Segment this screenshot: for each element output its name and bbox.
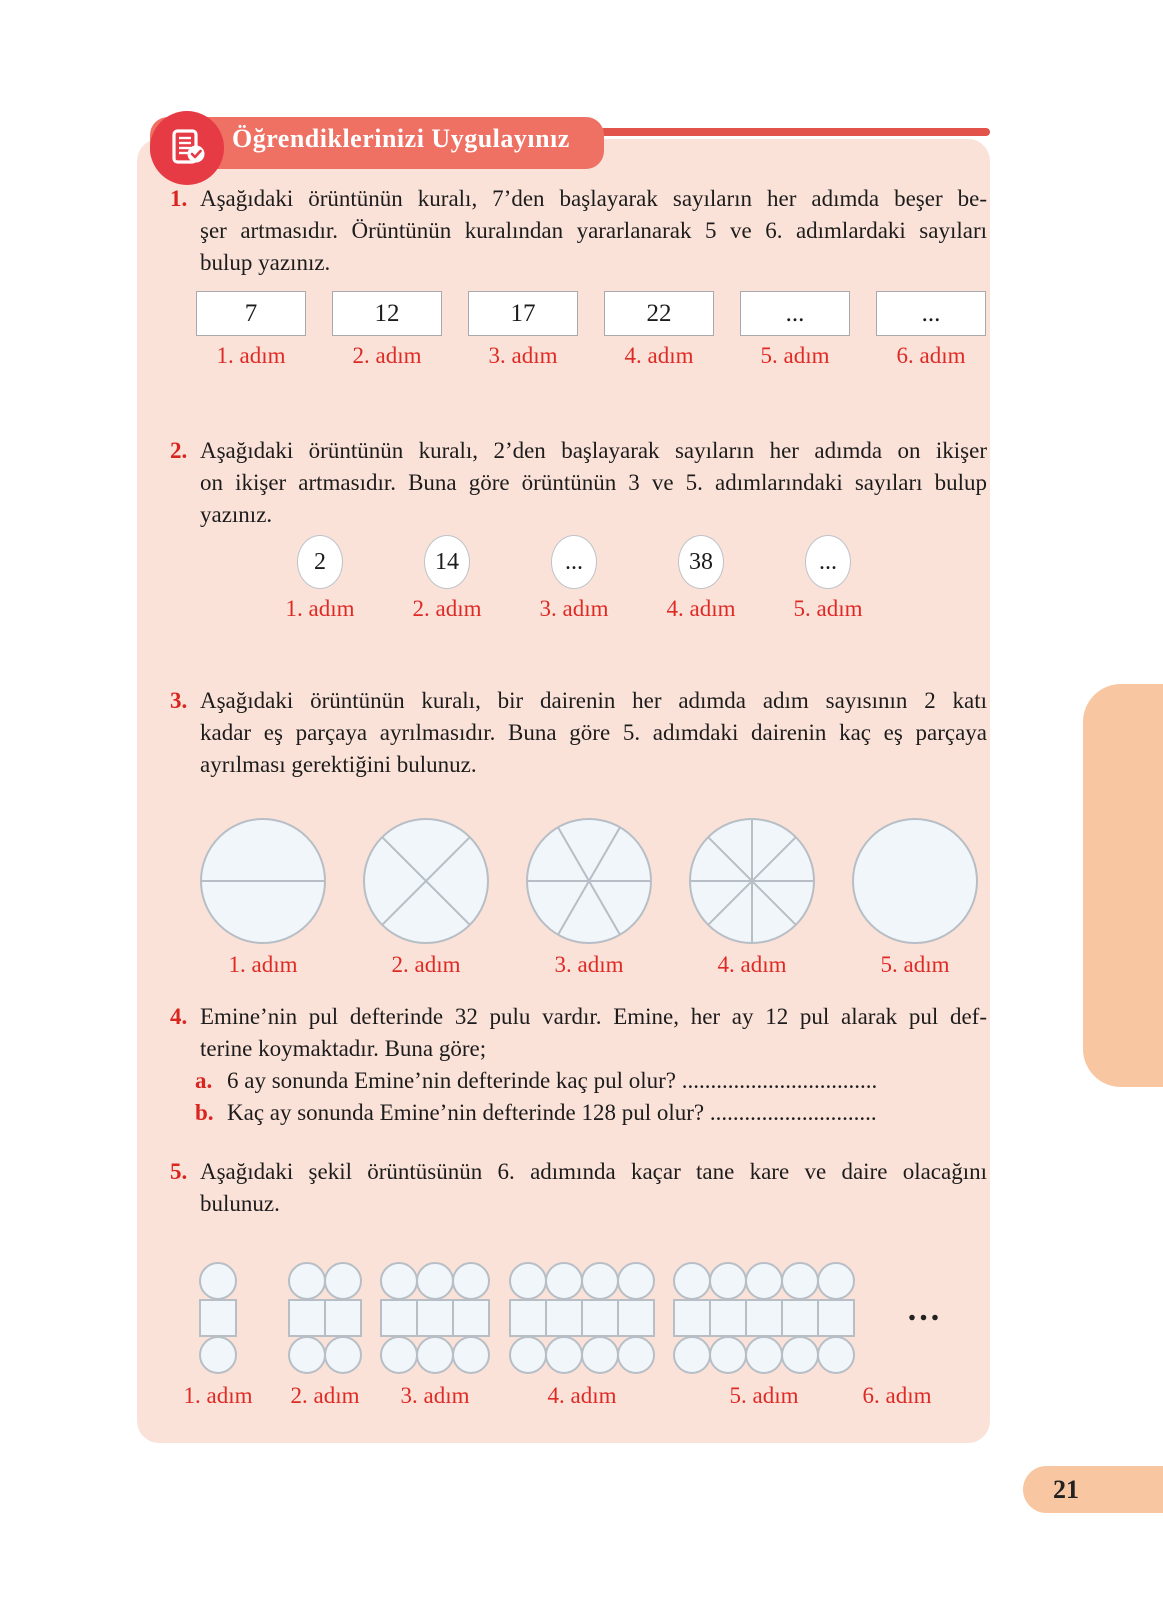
q3-step-1 [199, 817, 327, 978]
item-a-text: 6 ay sonunda Emine’nin defterinde kaç pul olur? .................................. [227, 1068, 878, 1093]
number-oval: 14 [424, 535, 470, 589]
circle-shape [545, 1262, 583, 1300]
step-label: 3. adım [539, 596, 609, 621]
step-label: 5. adım [729, 1383, 799, 1408]
step-label: 5. adım [760, 343, 830, 368]
question-2-number: 2. [170, 438, 188, 463]
question-4-number: 4. [170, 1004, 188, 1029]
square-shape [745, 1299, 783, 1337]
square-shape [545, 1299, 583, 1337]
circle-shape [673, 1336, 711, 1374]
q5-pattern-step-4 [509, 1262, 655, 1374]
question-1-line-2: şer artmasıdır. Örüntünün kuralından yararlanarak 5 ve 6. adımlardaki sayıları [200, 218, 987, 243]
circle-shape [288, 1262, 326, 1300]
q5-pattern-step-2 [288, 1262, 362, 1374]
circle-shape [509, 1336, 547, 1374]
step-label: 5. adım [793, 596, 863, 621]
square-shape [581, 1299, 619, 1337]
step-label: 3. adım [488, 343, 558, 368]
number-oval-blank: ... [551, 535, 597, 589]
question-3 [170, 685, 987, 781]
q1-step-6 [876, 291, 986, 369]
question-2 [170, 435, 987, 531]
square-shape [416, 1299, 454, 1337]
square-shape [199, 1299, 237, 1337]
circle-shape [324, 1262, 362, 1300]
q1-step-2 [332, 291, 442, 369]
circle-shape [709, 1336, 747, 1374]
circle-shape [416, 1262, 454, 1300]
q2-step-5 [783, 535, 873, 622]
circle-shape [581, 1262, 619, 1300]
number-oval: 38 [678, 535, 724, 589]
item-b-text: Kaç ay sonunda Emine’nin defterinde 128 pul olur? ............................. [227, 1100, 877, 1125]
square-shape [673, 1299, 711, 1337]
step-label: 5. adım [880, 952, 950, 977]
question-5-line-2: bulunuz. [200, 1191, 280, 1216]
q1-steps-row [196, 291, 986, 369]
q2-steps-row [275, 535, 873, 622]
circle-shape [781, 1336, 819, 1374]
square-shape [509, 1299, 547, 1337]
circle-shape [617, 1262, 655, 1300]
item-a-letter: a. [195, 1068, 213, 1093]
question-4 [170, 1001, 987, 1129]
step-label: 1. adım [228, 952, 298, 977]
q2-step-2 [402, 535, 492, 622]
square-shape [452, 1299, 490, 1337]
q2-step-4 [656, 535, 746, 622]
step-label: 4. adım [666, 596, 736, 621]
worksheet-panel [137, 139, 990, 1443]
q1-step-5 [740, 291, 850, 369]
question-5-number: 5. [170, 1159, 188, 1184]
circle-blank-icon [851, 817, 979, 945]
square-shape [617, 1299, 655, 1337]
step-label: 6. adım [896, 343, 966, 368]
circle-shape [817, 1262, 855, 1300]
number-oval: 2 [297, 535, 343, 589]
q1-step-4 [604, 291, 714, 369]
circle-shape [416, 1336, 454, 1374]
section-title: Öğrendiklerinizi Uygulayınız [232, 124, 570, 153]
circle-shape [199, 1336, 237, 1374]
step-label: 1. adım [183, 1383, 253, 1408]
step-label: 1. adım [285, 596, 355, 621]
checklist-icon [150, 111, 224, 185]
circle-shape [380, 1262, 418, 1300]
step-label: 2. adım [412, 596, 482, 621]
circle-shape [745, 1336, 783, 1374]
circle-shape [545, 1336, 583, 1374]
circle-shape [817, 1336, 855, 1374]
question-4-line-2: terine koymaktadır. Buna göre; [200, 1036, 487, 1061]
square-shape [709, 1299, 747, 1337]
number-box: 17 [468, 291, 578, 336]
step-label: 2. adım [391, 952, 461, 977]
q3-step-4 [688, 817, 816, 978]
number-oval-blank: ... [805, 535, 851, 589]
question-5 [170, 1156, 987, 1220]
question-1-line-1: Aşağıdaki örüntünün kuralı, 7’den başlayarak sayıların her adımda beşer be- [200, 186, 987, 211]
circle-shape [673, 1262, 711, 1300]
step-label: 6. adım [862, 1383, 932, 1408]
number-box-blank: ... [740, 291, 850, 336]
circle-shape [509, 1262, 547, 1300]
circle-6-parts-icon [525, 817, 653, 945]
question-4-line-1: Emine’nin pul defterinde 32 pulu vardır. Emine, her ay 12 pul alarak pul def- [200, 1004, 987, 1029]
q2-step-1 [275, 535, 365, 622]
square-shape [380, 1299, 418, 1337]
circle-2-parts-icon [199, 817, 327, 945]
circle-shape [288, 1336, 326, 1374]
circle-shape [324, 1336, 362, 1374]
circle-shape [709, 1262, 747, 1300]
q5-pattern-step-5 [673, 1262, 855, 1374]
circle-shape [781, 1262, 819, 1300]
question-2-line-1: Aşağıdaki örüntünün kuralı, 2’den başlayarak sayıların her adımda on ikişer [200, 438, 987, 463]
circle-shape [380, 1336, 418, 1374]
page-number-badge [1023, 1466, 1163, 1513]
step-label: 2. adım [290, 1383, 360, 1408]
number-box: 7 [196, 291, 306, 336]
step-label: 2. adım [352, 343, 422, 368]
q3-step-3 [525, 817, 653, 978]
q5-pattern-step-3 [380, 1262, 490, 1374]
circle-shape [452, 1262, 490, 1300]
step-label: 3. adım [554, 952, 624, 977]
pattern-continues-ellipsis: ... [907, 1291, 943, 1328]
question-1 [170, 183, 987, 279]
question-2-line-2: on ikişer artmasıdır. Buna göre örüntünün 3 ve 5. adımlarındaki sayıları bulup [200, 470, 987, 495]
header-rule [600, 128, 990, 136]
question-1-number: 1. [170, 186, 188, 211]
circle-shape [452, 1336, 490, 1374]
question-3-line-3: ayrılması gerektiğini bulunuz. [200, 752, 477, 777]
item-b-letter: b. [195, 1100, 214, 1125]
q5-pattern-step-1 [199, 1262, 237, 1374]
number-box: 22 [604, 291, 714, 336]
step-label: 4. adım [624, 343, 694, 368]
q1-step-3 [468, 291, 578, 369]
circle-shape [745, 1262, 783, 1300]
q2-step-3 [529, 535, 619, 622]
number-box: 12 [332, 291, 442, 336]
circle-shape [199, 1262, 237, 1300]
q3-step-2 [362, 817, 490, 978]
circle-4-parts-icon [362, 817, 490, 945]
circle-shape [617, 1336, 655, 1374]
question-1-line-3: bulup yazınız. [200, 250, 331, 275]
number-box-blank: ... [876, 291, 986, 336]
square-shape [324, 1299, 362, 1337]
step-label: 1. adım [216, 343, 286, 368]
square-shape [288, 1299, 326, 1337]
q3-step-5 [851, 817, 979, 978]
q1-step-1 [196, 291, 306, 369]
question-2-line-3: yazınız. [200, 502, 273, 527]
question-3-line-1: Aşağıdaki örüntünün kuralı, bir dairenin her adımda adım sayısının 2 katı [200, 688, 987, 713]
square-shape [817, 1299, 855, 1337]
question-3-line-2: kadar eş parçaya ayrılmasıdır. Buna göre 5. adımdaki dairenin kaç eş parçaya [200, 720, 987, 745]
step-label: 3. adım [400, 1383, 470, 1408]
question-5-line-1: Aşağıdaki şekil örüntüsünün 6. adımında kaçar tane kare ve daire olacağını [200, 1159, 987, 1184]
step-label: 4. adım [717, 952, 787, 977]
page-number: 21 [1053, 1474, 1079, 1504]
q3-steps-row [199, 817, 979, 978]
question-3-number: 3. [170, 688, 188, 713]
chapter-side-tab [1083, 684, 1163, 1087]
circle-shape [581, 1336, 619, 1374]
step-label: 4. adım [547, 1383, 617, 1408]
circle-8-parts-icon [688, 817, 816, 945]
square-shape [781, 1299, 819, 1337]
